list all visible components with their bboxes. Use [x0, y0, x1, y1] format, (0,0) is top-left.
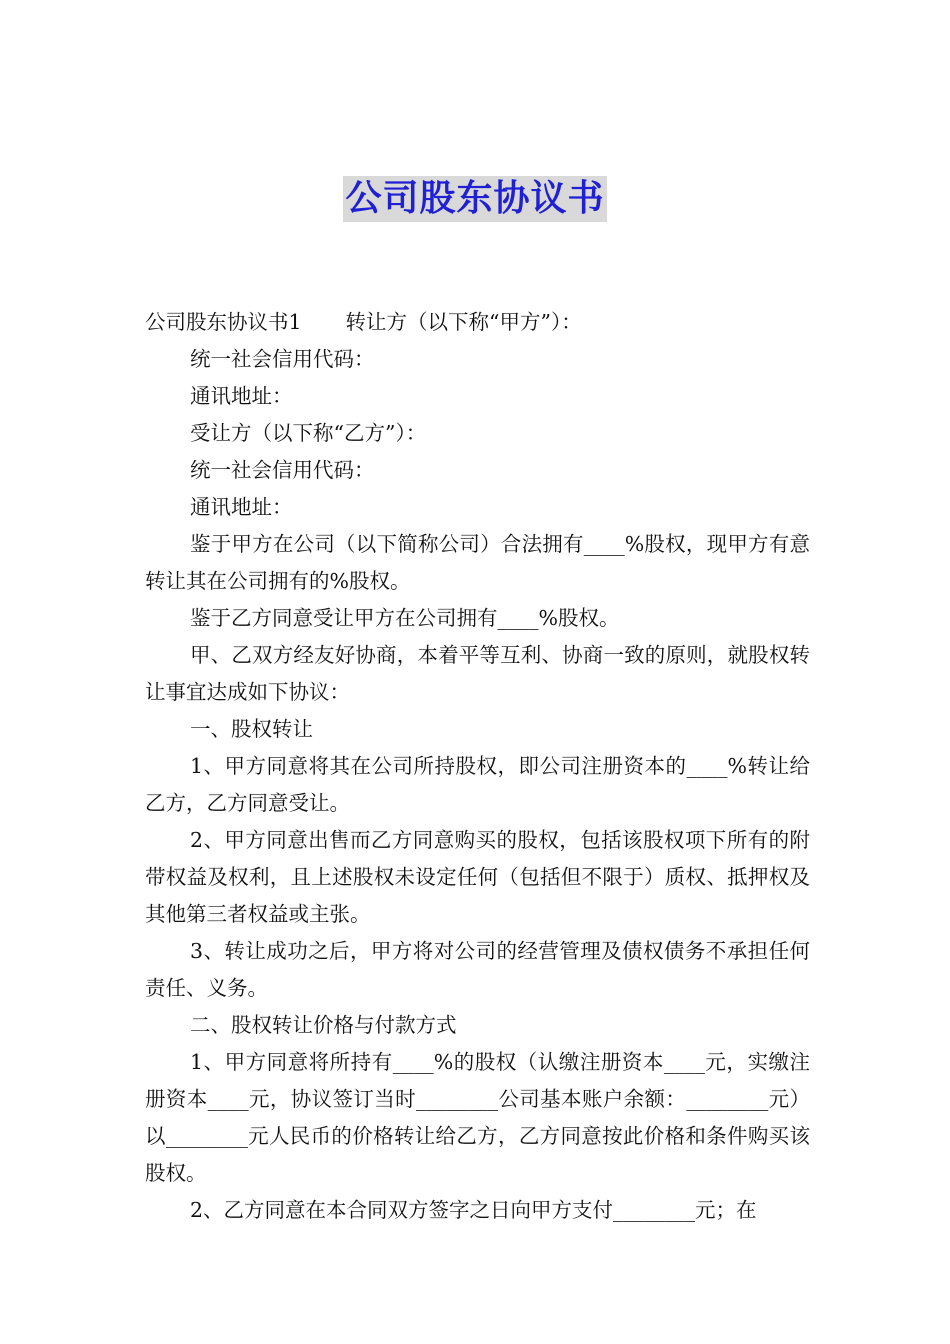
- paragraph: 鉴于乙方同意受让甲方在公司拥有____%股权。: [190, 606, 620, 630]
- paragraph: 统一社会信用代码：: [190, 347, 375, 371]
- paragraph: 统一社会信用代码：: [190, 458, 375, 482]
- paragraph: 通讯地址：: [190, 495, 293, 519]
- paragraph: 通讯地址：: [190, 384, 293, 408]
- paragraph: 3、转让成功之后，甲方将对公司的经营管理及债权债务不承担任何责任、义务。: [145, 939, 810, 1000]
- section-heading: 二、股权转让价格与付款方式: [190, 1013, 457, 1037]
- paragraph: 鉴于甲方在公司（以下简称公司）合法拥有____%股权，现甲方有意转让其在公司拥有的%股权。: [145, 532, 810, 593]
- paragraph: 1、甲方同意将其在公司所持股权，即公司注册资本的____%转让给乙方，乙方同意受让。: [145, 754, 810, 815]
- paragraph: 2、乙方同意在本合同双方签字之日向甲方支付________元；在: [190, 1198, 757, 1222]
- first-line: [145, 304, 810, 341]
- paragraph: 2、甲方同意出售而乙方同意购买的股权，包括该股权项下所有的附带权益及权利，且上述股权未设定任何（包括但不限于）质权、抵押权及其他第三者权益或主张。: [145, 828, 810, 926]
- document-body: [145, 304, 810, 1229]
- paragraph: 受让方（以下称“乙方”）：: [190, 421, 427, 445]
- first-line-rest: 转让方（以下称“甲方”）：: [345, 310, 582, 334]
- paragraph: 甲、乙双方经友好协商，本着平等互利、协商一致的原则，就股权转让事宜达成如下协议：: [145, 643, 810, 704]
- title-area: [0, 176, 950, 222]
- document-title: 公司股东协议书: [343, 176, 606, 222]
- first-line-lead: 公司股东协议书1: [145, 310, 302, 334]
- paragraph: 1、甲方同意将所持有____%的股权（认缴注册资本____元，实缴注册资本____元，协议签订当时________公司基本账户余额：________元）以________元人民币的价格转让给乙方，乙方同意按此价格和条件购买该股权。: [145, 1050, 810, 1185]
- section-heading: 一、股权转让: [190, 717, 313, 741]
